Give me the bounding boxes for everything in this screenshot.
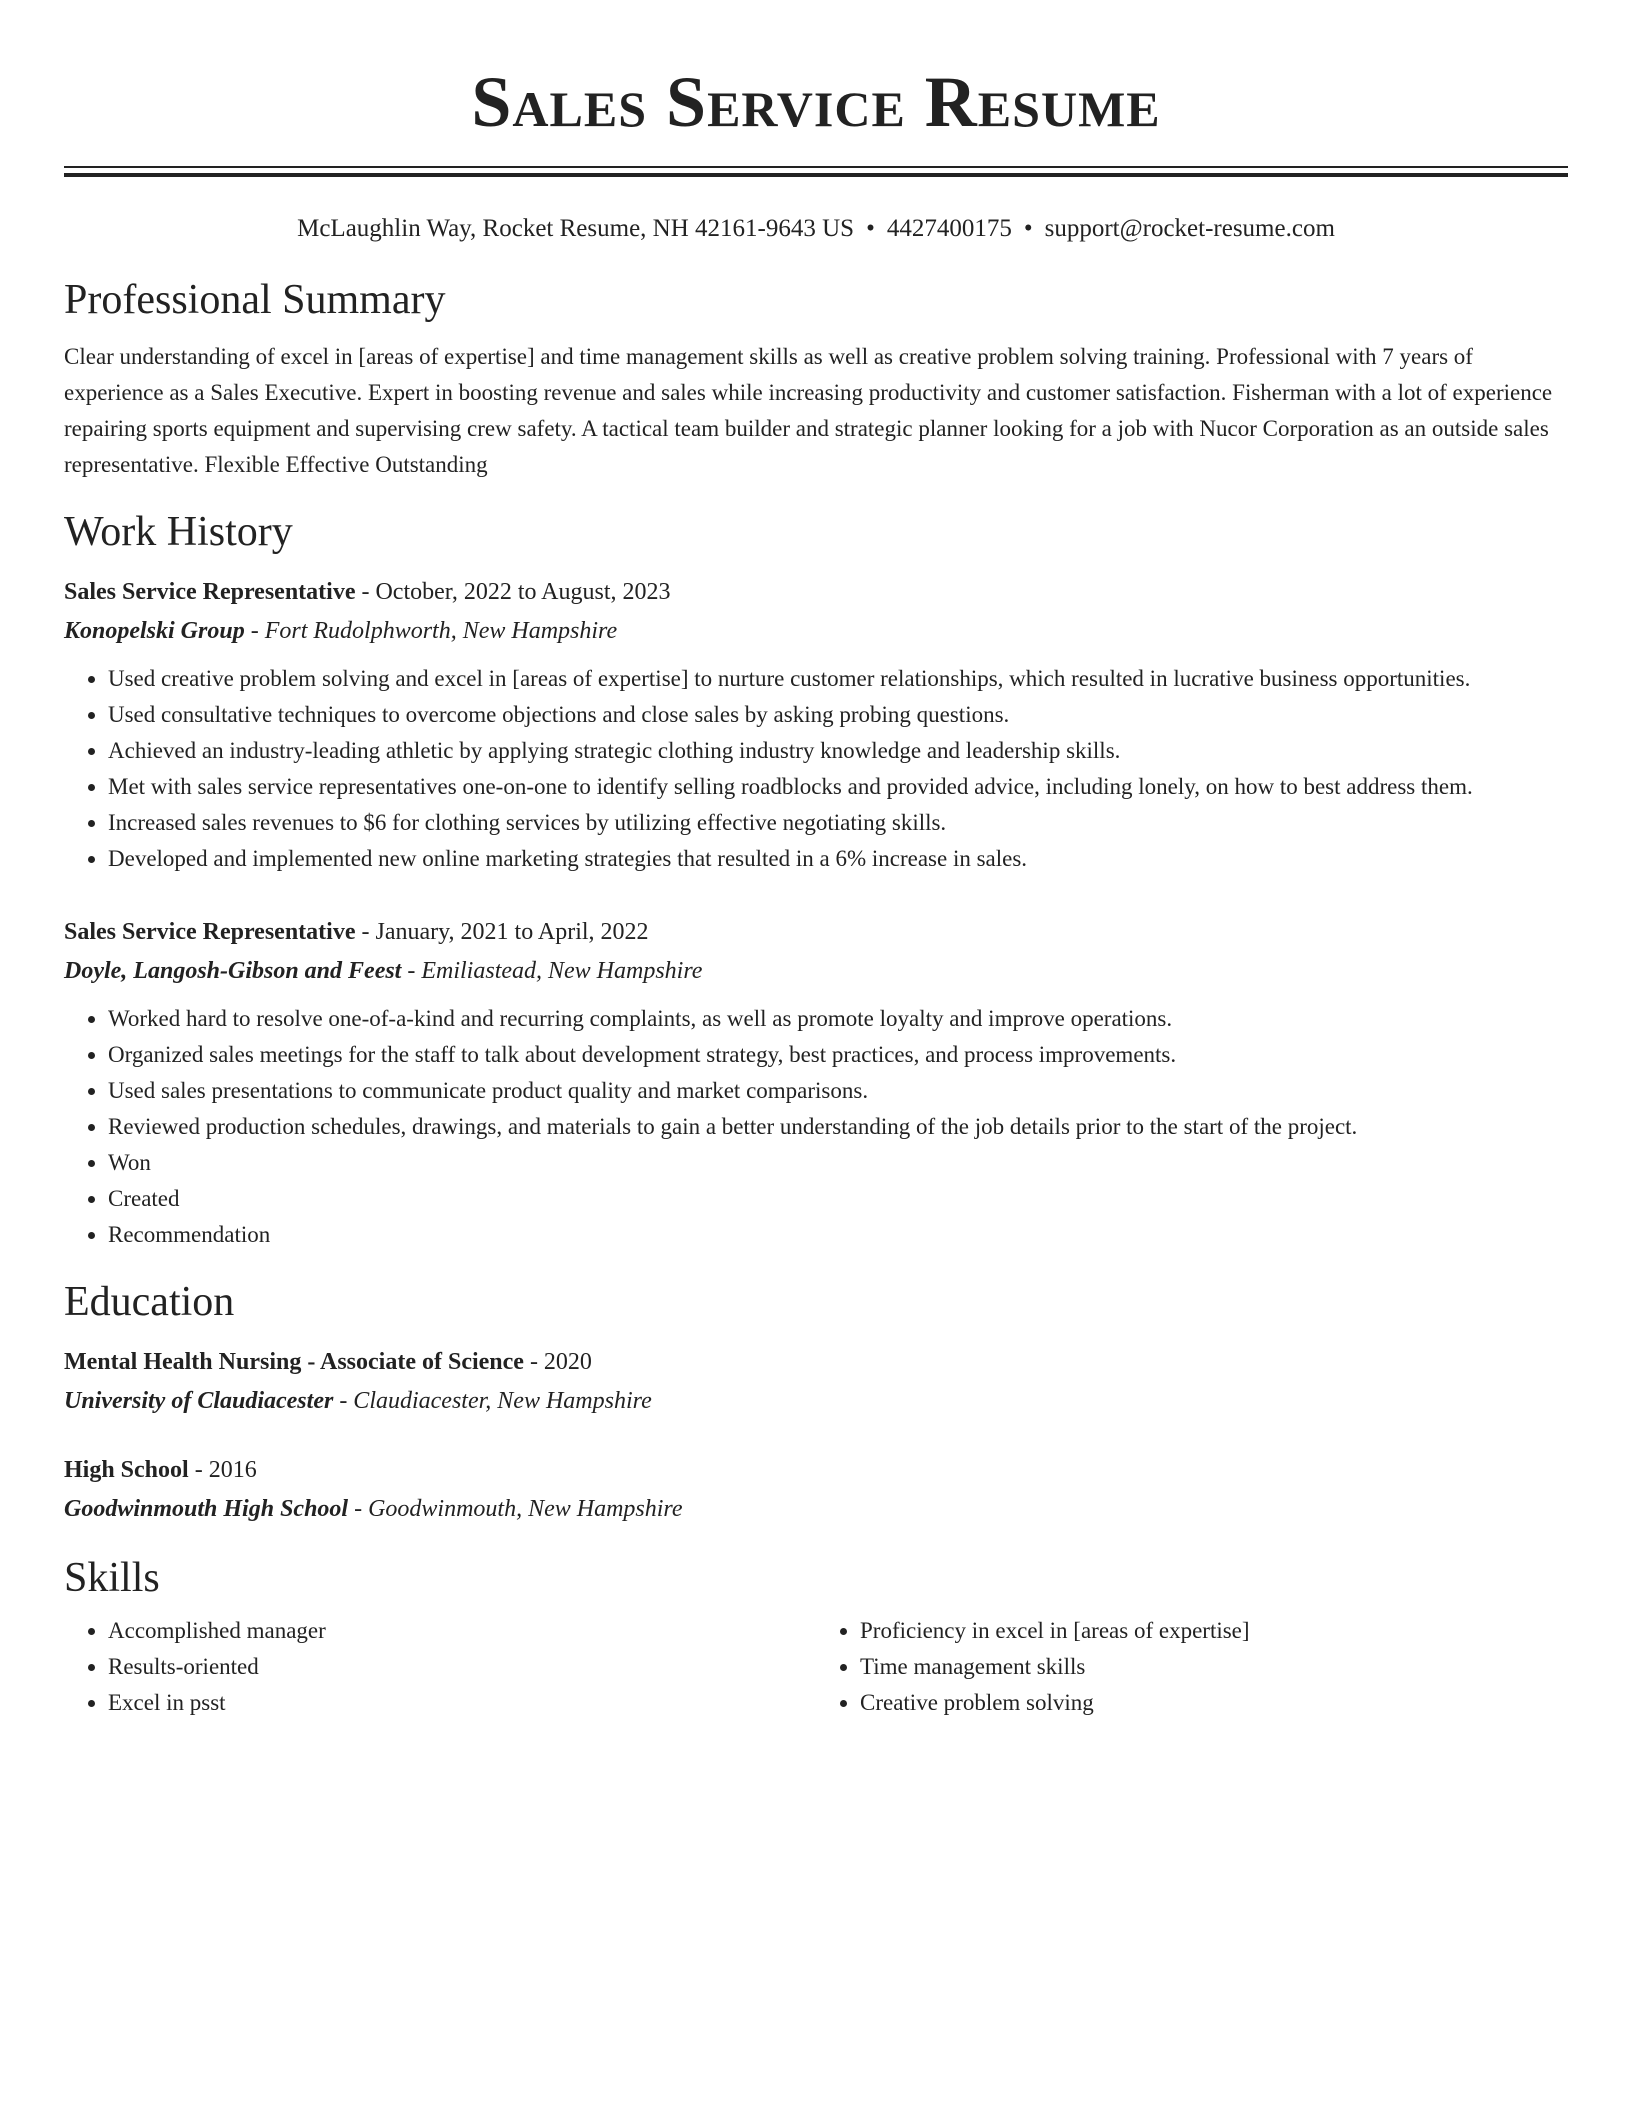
skills-column-left: [64, 1613, 816, 1721]
education-school-line: [64, 1381, 1568, 1421]
job-bullet: • Used sales presentations to communicate product quality and market comparisons.: [108, 1073, 1568, 1109]
job-company-line: [64, 611, 1568, 651]
skill-item: • Time management skills: [860, 1649, 1568, 1685]
skills-section: [64, 1553, 1568, 1721]
professional-summary-section: [64, 275, 1568, 483]
job-location: - Fort Rudolphworth, New Hampshire: [244, 618, 618, 644]
job-location: - Emiliastead, New Hampshire: [401, 958, 703, 984]
education-school-line: [64, 1489, 1568, 1529]
job-role: Sales Service Representative: [64, 579, 356, 605]
job-entry: [64, 573, 1568, 877]
skills-column-right: [816, 1613, 1568, 1721]
education-year: - 2016: [188, 1457, 257, 1483]
job-dates: - October, 2022 to August, 2023: [355, 579, 671, 605]
job-bullet: • Used creative problem solving and excel in [areas of expertise] to nurture customer relationships, which resulted in lucrative business opportunities.: [108, 661, 1568, 697]
job-company: Doyle, Langosh-Gibson and Feest: [64, 958, 402, 984]
job-bullet-list: [64, 1001, 1568, 1253]
job-company: Konopelski Group: [64, 618, 245, 644]
job-title-line: [64, 573, 1568, 611]
education-school: University of Claudiacester: [64, 1388, 334, 1414]
skill-item: • Proficiency in excel in [areas of expertise]: [860, 1613, 1568, 1649]
section-heading-summary: Professional Summary: [64, 277, 446, 323]
job-bullet: • Met with sales service representatives one-on-one to identify selling roadblocks and provided advice, including lonely, on how to best address them.: [108, 769, 1568, 805]
contact-separator: •: [866, 215, 875, 242]
title-double-rule: [64, 166, 1568, 177]
job-bullet: • Created: [108, 1181, 1568, 1217]
work-history-section: [64, 507, 1568, 1253]
job-bullet: • Worked hard to resolve one-of-a-kind and recurring complaints, as well as promote loyalty and improve operations.: [108, 1001, 1568, 1037]
education-degree: High School: [64, 1457, 189, 1483]
skill-item: • Creative problem solving: [860, 1685, 1568, 1721]
job-role: Sales Service Representative: [64, 919, 356, 945]
job-title-line: [64, 913, 1568, 951]
education-location: - Goodwinmouth, New Hampshire: [348, 1496, 683, 1522]
contact-email: support@rocket-resume.com: [1044, 215, 1335, 242]
education-school: Goodwinmouth High School: [64, 1496, 349, 1522]
section-heading-skills: Skills: [64, 1555, 160, 1601]
section-heading-work-history: Work History: [64, 509, 293, 555]
education-entry: [64, 1343, 1568, 1421]
contact-separator: •: [1023, 215, 1033, 242]
summary-text: Clear understanding of excel in [areas of expertise] and time management skills as well as creative problem solving training. Professional with 7 years of experience as a Sales Executive. Expert in boosting revenue and sales while increasing productivity and customer satisfaction. Fisherman with a lot of experience repairing sports equipment and supervising crew safety. A tactical team builder and strategic planner looking for a job with Nucor Corporation as an outside sales representative. Flexible Effective Outstanding: [64, 344, 1553, 477]
education-location: - Claudiacester, New Hampshire: [333, 1388, 652, 1414]
education-entry: [64, 1451, 1568, 1529]
job-bullet: • Achieved an industry-leading athletic by applying strategic clothing industry knowledge and leadership skills.: [108, 733, 1568, 769]
section-heading-education: Education: [64, 1279, 235, 1325]
job-bullet: • Used consultative techniques to overcome objections and close sales by asking probing questions.: [108, 697, 1568, 733]
education-degree-line: [64, 1343, 1568, 1381]
job-bullet: • Reviewed production schedules, drawings, and materials to gain a better understanding of the job details prior to the start of the project.: [108, 1109, 1568, 1145]
education-degree-line: [64, 1451, 1568, 1489]
job-bullet: • Organized sales meetings for the staff to talk about development strategy, best practices, and process improvements.: [108, 1037, 1568, 1073]
education-degree: Mental Health Nursing - Associate of Science: [64, 1349, 524, 1375]
job-company-line: [64, 951, 1568, 991]
resume-title: Sales Service Resume: [471, 62, 1161, 142]
skills-grid: [64, 1613, 1568, 1721]
skill-item: • Accomplished manager: [108, 1613, 816, 1649]
education-year: - 2020: [523, 1349, 592, 1375]
contact-line: [64, 213, 1568, 245]
job-bullet: • Increased sales revenues to $6 for clothing services by utilizing effective negotiating skills.: [108, 805, 1568, 841]
education-section: [64, 1277, 1568, 1529]
job-bullet: • Won: [108, 1145, 1568, 1181]
job-bullet: • Developed and implemented new online marketing strategies that resulted in a 6% increase in sales.: [108, 841, 1568, 877]
skill-item: • Results-oriented: [108, 1649, 816, 1685]
skill-item: • Excel in psst: [108, 1685, 816, 1721]
job-bullet: • Recommendation: [108, 1217, 1568, 1253]
job-dates: - January, 2021 to April, 2022: [355, 919, 649, 945]
contact-address: McLaughlin Way, Rocket Resume, NH 42161-9643 US: [297, 215, 855, 242]
job-bullet-list: [64, 661, 1568, 877]
contact-phone: 4427400175: [886, 215, 1012, 242]
job-entry: [64, 913, 1568, 1253]
